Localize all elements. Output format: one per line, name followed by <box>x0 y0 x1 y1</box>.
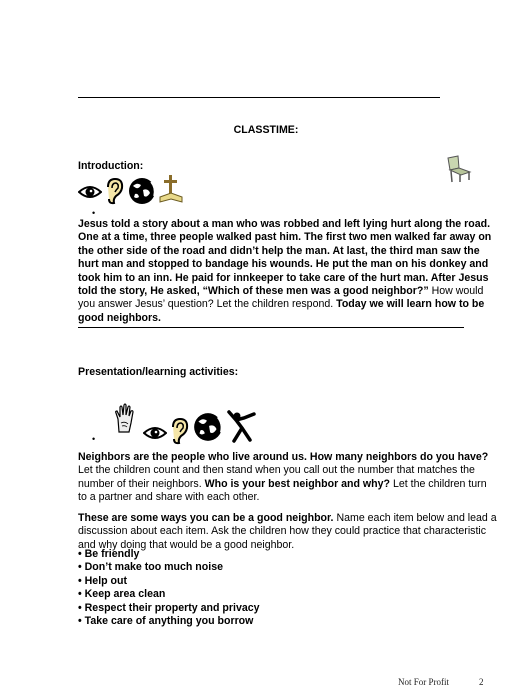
ways-heading: These are some ways you can be a good neighbor. <box>78 512 334 524</box>
ear-icon <box>103 177 125 205</box>
list-item: • Be friendly <box>78 548 140 560</box>
neighbors-question: Neighbors are the people who live around us. How many neighbors do you have? <box>78 451 489 463</box>
ways-paragraph <box>78 512 498 552</box>
globe-head-icon <box>192 411 224 443</box>
best-neighbor-question: Who is your best neighbor and why? <box>204 477 391 490</box>
hand-icon <box>113 403 137 433</box>
list-item: • Help out <box>78 574 128 587</box>
list-item: • Keep area clean <box>78 588 166 601</box>
eye-icon <box>143 422 167 444</box>
page-number: 2 <box>479 677 484 687</box>
eye-icon <box>78 181 102 203</box>
introduction-label: Introduction: <box>78 160 144 172</box>
chair-icon <box>444 154 474 184</box>
cross-bible-icon <box>158 173 184 205</box>
footer-text: Not For Profit <box>398 677 450 687</box>
introduction-story <box>78 218 498 325</box>
story-closing-text: Today we will learn how to be good neighbors. <box>78 298 485 324</box>
story-plain-text: How would you answer Jesus’ question? Let the children respond. <box>78 285 484 311</box>
stretching-person-icon <box>226 410 262 444</box>
page-heading: CLASSTIME: <box>233 124 299 136</box>
list-item: • Respect their property and privacy <box>78 601 260 614</box>
neighbors-paragraph <box>78 451 498 505</box>
neighbors-instruction: Let the children count and then stand when you call out the number that matches the number of their neighbors. <box>78 464 475 490</box>
top-rule <box>78 97 440 98</box>
list-item: • Take care of anything you borrow <box>78 614 254 627</box>
middle-rule <box>78 327 464 328</box>
partner-instruction: Let the children turn to a partner and share with each other. <box>78 477 487 504</box>
ear-icon <box>168 417 190 445</box>
neighbor-ways-list <box>78 548 498 628</box>
intro-bullet: • <box>92 208 96 218</box>
presentation-label: Presentation/learning activities: <box>78 366 239 378</box>
story-bold-text: Jesus told a story about a man who was robbed and left lying hurt along the road. One at a time, three people walked past him. The first two men walked far away on the other side of the road and didn’t help the man. At last, the third man saw the hurt man and stopped to bandage his wounds. He put the man on his donkey and took him to an inn. He paid for innkeeper to take care of the hurt man. After Jesus told the story, He asked, “Which of these men was a good neighbor?” <box>78 218 492 298</box>
presentation-bullet: • <box>92 434 96 444</box>
ways-instruction: Name each item below and lead a discussion about each item. Ask the children how they could practice that characteristic and why doing that would be a good neighbor. <box>78 512 497 551</box>
list-item: • Don’t make too much noise <box>78 561 223 574</box>
globe-head-icon <box>127 176 157 206</box>
